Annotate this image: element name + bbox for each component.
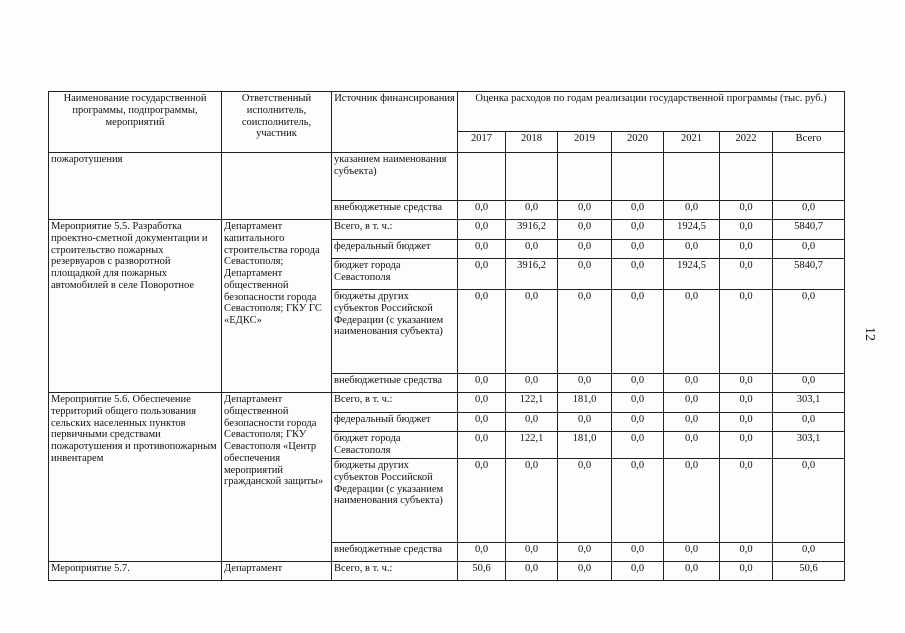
value-cell: 0,0 xyxy=(664,201,720,220)
value-cell: 0,0 xyxy=(458,290,506,374)
value-cell: 0,0 xyxy=(458,201,506,220)
value-cell: 0,0 xyxy=(612,240,664,259)
source-cell: бюджет города Севастополя xyxy=(332,432,458,459)
year-header: 2019 xyxy=(558,132,612,153)
value-cell: 0,0 xyxy=(612,220,664,240)
activity-name-cell: пожаротушения xyxy=(49,153,222,220)
value-cell: 50,6 xyxy=(458,562,506,581)
source-cell: внебюджетные средства xyxy=(332,374,458,393)
value-cell: 122,1 xyxy=(506,432,558,459)
value-cell: 122,1 xyxy=(506,393,558,413)
value-cell xyxy=(558,153,612,201)
total-cell: 5840,7 xyxy=(773,220,845,240)
value-cell: 0,0 xyxy=(458,543,506,562)
source-cell: Всего, в т. ч.: xyxy=(332,562,458,581)
value-cell: 0,0 xyxy=(664,432,720,459)
value-cell: 0,0 xyxy=(720,432,773,459)
value-cell: 0,0 xyxy=(664,393,720,413)
value-cell: 0,0 xyxy=(558,413,612,432)
source-cell: Всего, в т. ч.: xyxy=(332,393,458,413)
header-responsible-cell: Ответственный исполнитель, соисполнитель, участник xyxy=(222,92,332,153)
total-cell xyxy=(773,153,845,201)
responsible-cell: Департамент общественной безопасности города Севастополя; ГКУ Севастополя «Центр обеспечения мероприятий гражданской защиты» xyxy=(222,393,332,562)
value-cell: 0,0 xyxy=(720,562,773,581)
total-cell: 0,0 xyxy=(773,201,845,220)
total-cell: 0,0 xyxy=(773,459,845,543)
header-source-cell: Источник финансирования xyxy=(332,92,458,153)
value-cell xyxy=(458,153,506,201)
source-cell: федеральный бюджет xyxy=(332,413,458,432)
year-header: 2017 xyxy=(458,132,506,153)
value-cell: 0,0 xyxy=(506,413,558,432)
value-cell: 0,0 xyxy=(506,562,558,581)
value-cell: 1924,5 xyxy=(664,259,720,290)
value-cell: 0,0 xyxy=(458,240,506,259)
total-cell: 0,0 xyxy=(773,240,845,259)
value-cell: 0,0 xyxy=(558,562,612,581)
value-cell: 0,0 xyxy=(458,459,506,543)
total-cell: 0,0 xyxy=(773,374,845,393)
value-cell: 0,0 xyxy=(458,393,506,413)
table-row xyxy=(49,393,845,413)
value-cell: 0,0 xyxy=(458,374,506,393)
source-cell: указанием наименования субъекта) xyxy=(332,153,458,201)
value-cell: 0,0 xyxy=(720,459,773,543)
value-cell: 0,0 xyxy=(664,240,720,259)
value-cell: 3916,2 xyxy=(506,259,558,290)
source-cell: бюджеты других субъектов Российской Федерации (с указанием наименования субъекта) xyxy=(332,459,458,543)
value-cell: 0,0 xyxy=(558,290,612,374)
value-cell: 0,0 xyxy=(720,259,773,290)
value-cell: 0,0 xyxy=(458,259,506,290)
total-cell: 0,0 xyxy=(773,290,845,374)
value-cell: 0,0 xyxy=(612,374,664,393)
value-cell: 0,0 xyxy=(506,543,558,562)
value-cell: 0,0 xyxy=(664,413,720,432)
activity-name-cell: Мероприятие 5.5. Разработка проектно-сметной документации и строительство пожарных резервуаров с разворотной площадкой для пожарных автомобилей в селе Поворотное xyxy=(49,220,222,393)
activity-name-cell: Мероприятие 5.6. Обеспечение территорий общего пользования сельских населенных пунктов первичными средствами пожаротушения и противопожарным инвентарем xyxy=(49,393,222,562)
value-cell: 0,0 xyxy=(664,562,720,581)
value-cell: 0,0 xyxy=(458,220,506,240)
value-cell: 181,0 xyxy=(558,432,612,459)
value-cell: 0,0 xyxy=(720,543,773,562)
total-cell: 50,6 xyxy=(773,562,845,581)
source-cell: внебюджетные средства xyxy=(332,543,458,562)
value-cell xyxy=(506,153,558,201)
year-header: 2020 xyxy=(612,132,664,153)
header-name-cell: Наименование государственной программы, подпрограммы, мероприятий xyxy=(49,92,222,153)
table-row xyxy=(49,220,845,240)
value-cell: 0,0 xyxy=(720,220,773,240)
value-cell: 0,0 xyxy=(506,290,558,374)
value-cell: 0,0 xyxy=(506,374,558,393)
total-cell: 0,0 xyxy=(773,543,845,562)
budget-table xyxy=(48,91,845,581)
value-cell: 0,0 xyxy=(558,374,612,393)
total-cell: 0,0 xyxy=(773,413,845,432)
value-cell: 0,0 xyxy=(558,259,612,290)
value-cell: 0,0 xyxy=(612,562,664,581)
source-cell: бюджет города Севастополя xyxy=(332,259,458,290)
header-estimate-cell: Оценка расходов по годам реализации государственной программы (тыс. руб.) xyxy=(458,92,845,132)
value-cell: 0,0 xyxy=(720,413,773,432)
value-cell: 0,0 xyxy=(664,290,720,374)
year-header: 2022 xyxy=(720,132,773,153)
value-cell: 0,0 xyxy=(612,543,664,562)
responsible-cell xyxy=(222,153,332,220)
source-cell: Всего, в т. ч.: xyxy=(332,220,458,240)
value-cell: 0,0 xyxy=(612,393,664,413)
value-cell: 0,0 xyxy=(612,259,664,290)
responsible-cell: Департамент капитального строительства города Севастополя; Департамент общественной безопасности города Севастополя; ГКУ ГС «ЕДКС» xyxy=(222,220,332,393)
table-row xyxy=(49,562,845,581)
value-cell: 0,0 xyxy=(558,459,612,543)
source-cell: бюджеты других субъектов Российской Федерации (с указанием наименования субъекта) xyxy=(332,290,458,374)
total-header: Всего xyxy=(773,132,845,153)
total-cell: 303,1 xyxy=(773,393,845,413)
value-cell: 0,0 xyxy=(720,290,773,374)
value-cell: 0,0 xyxy=(612,290,664,374)
value-cell: 0,0 xyxy=(558,240,612,259)
header-row xyxy=(49,92,845,132)
value-cell: 0,0 xyxy=(458,432,506,459)
table-row xyxy=(49,153,845,201)
value-cell: 0,0 xyxy=(664,374,720,393)
value-cell xyxy=(664,153,720,201)
value-cell: 0,0 xyxy=(558,543,612,562)
value-cell xyxy=(612,153,664,201)
source-cell: внебюджетные средства xyxy=(332,201,458,220)
value-cell xyxy=(720,153,773,201)
value-cell: 0,0 xyxy=(612,201,664,220)
value-cell: 0,0 xyxy=(664,543,720,562)
value-cell: 0,0 xyxy=(720,240,773,259)
value-cell: 3916,2 xyxy=(506,220,558,240)
page-number: 12 xyxy=(862,327,877,341)
value-cell: 181,0 xyxy=(558,393,612,413)
value-cell: 0,0 xyxy=(664,459,720,543)
value-cell: 0,0 xyxy=(506,459,558,543)
value-cell: 0,0 xyxy=(720,374,773,393)
value-cell: 1924,5 xyxy=(664,220,720,240)
value-cell: 0,0 xyxy=(720,201,773,220)
value-cell: 0,0 xyxy=(612,413,664,432)
activity-name-cell: Мероприятие 5.7. xyxy=(49,562,222,581)
value-cell: 0,0 xyxy=(558,220,612,240)
year-header: 2021 xyxy=(664,132,720,153)
value-cell: 0,0 xyxy=(612,432,664,459)
total-cell: 303,1 xyxy=(773,432,845,459)
value-cell: 0,0 xyxy=(720,393,773,413)
value-cell: 0,0 xyxy=(612,459,664,543)
value-cell: 0,0 xyxy=(506,240,558,259)
value-cell: 0,0 xyxy=(506,201,558,220)
year-header: 2018 xyxy=(506,132,558,153)
source-cell: федеральный бюджет xyxy=(332,240,458,259)
value-cell: 0,0 xyxy=(558,201,612,220)
responsible-cell: Департамент xyxy=(222,562,332,581)
total-cell: 5840,7 xyxy=(773,259,845,290)
value-cell: 0,0 xyxy=(458,413,506,432)
